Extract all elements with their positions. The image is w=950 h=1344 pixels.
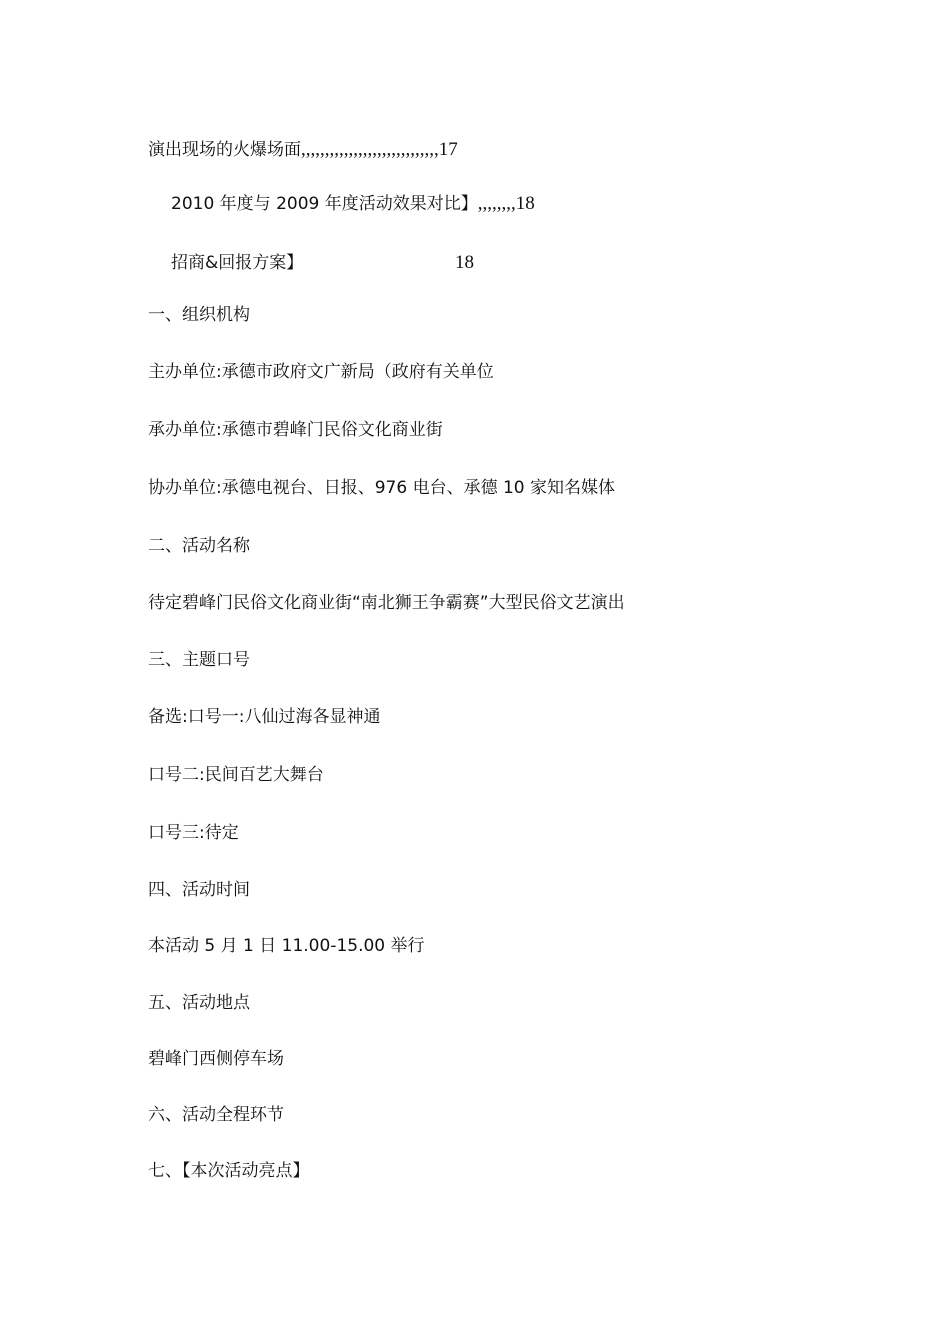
toc-entry-3	[171, 252, 303, 274]
toc-page-number: 17	[438, 139, 458, 160]
slogan-option-1: 备选:口号一:八仙过海各显神通	[148, 707, 381, 727]
toc-entry-title: 2010 年度与 2009 年度活动效果对比】	[171, 194, 478, 214]
section-heading-slogan: 三、主题口号	[148, 650, 250, 670]
organizer-unit: 承办单位:承德市碧峰门民俗文化商业街	[148, 420, 443, 440]
activity-place: 碧峰门西侧停车场	[148, 1049, 284, 1069]
section-heading-name: 二、活动名称	[148, 536, 250, 556]
co-organizer-unit: 协办单位:承德电视台、日报、976 电台、承德 10 家知名媒体	[148, 478, 616, 498]
toc-page-number: 18	[455, 252, 474, 273]
section-heading-org: 一、组织机构	[148, 305, 250, 325]
toc-page-number: 18	[515, 193, 535, 214]
toc-entry-1	[148, 139, 458, 161]
host-unit: 主办单位:承德市政府文广新局（政府有关单位	[148, 362, 494, 382]
slogan-option-3: 口号三:待定	[148, 823, 239, 843]
toc-entry-title: 招商&回报方案】	[171, 253, 304, 273]
section-heading-time: 四、活动时间	[148, 880, 250, 900]
section-heading-place: 五、活动地点	[148, 993, 250, 1013]
toc-entry-2	[171, 193, 535, 215]
section-heading-process: 六、活动全程环节	[148, 1105, 284, 1125]
toc-leader: ,,,,,,,,,,,,,,,,,,,,,,,,,,,,,	[301, 139, 439, 160]
toc-leader: ,,,,,,,,	[477, 193, 516, 214]
slogan-option-2: 口号二:民间百艺大舞台	[148, 765, 324, 785]
section-heading-highlight: 七、【本次活动亮点】	[148, 1161, 310, 1181]
activity-name: 待定碧峰门民俗文化商业街“南北狮王争霸赛”大型民俗文艺演出	[148, 593, 625, 613]
toc-entry-title: 演出现场的火爆场面	[148, 140, 301, 160]
activity-time: 本活动 5 月 1 日 11.00-15.00 举行	[148, 936, 425, 956]
